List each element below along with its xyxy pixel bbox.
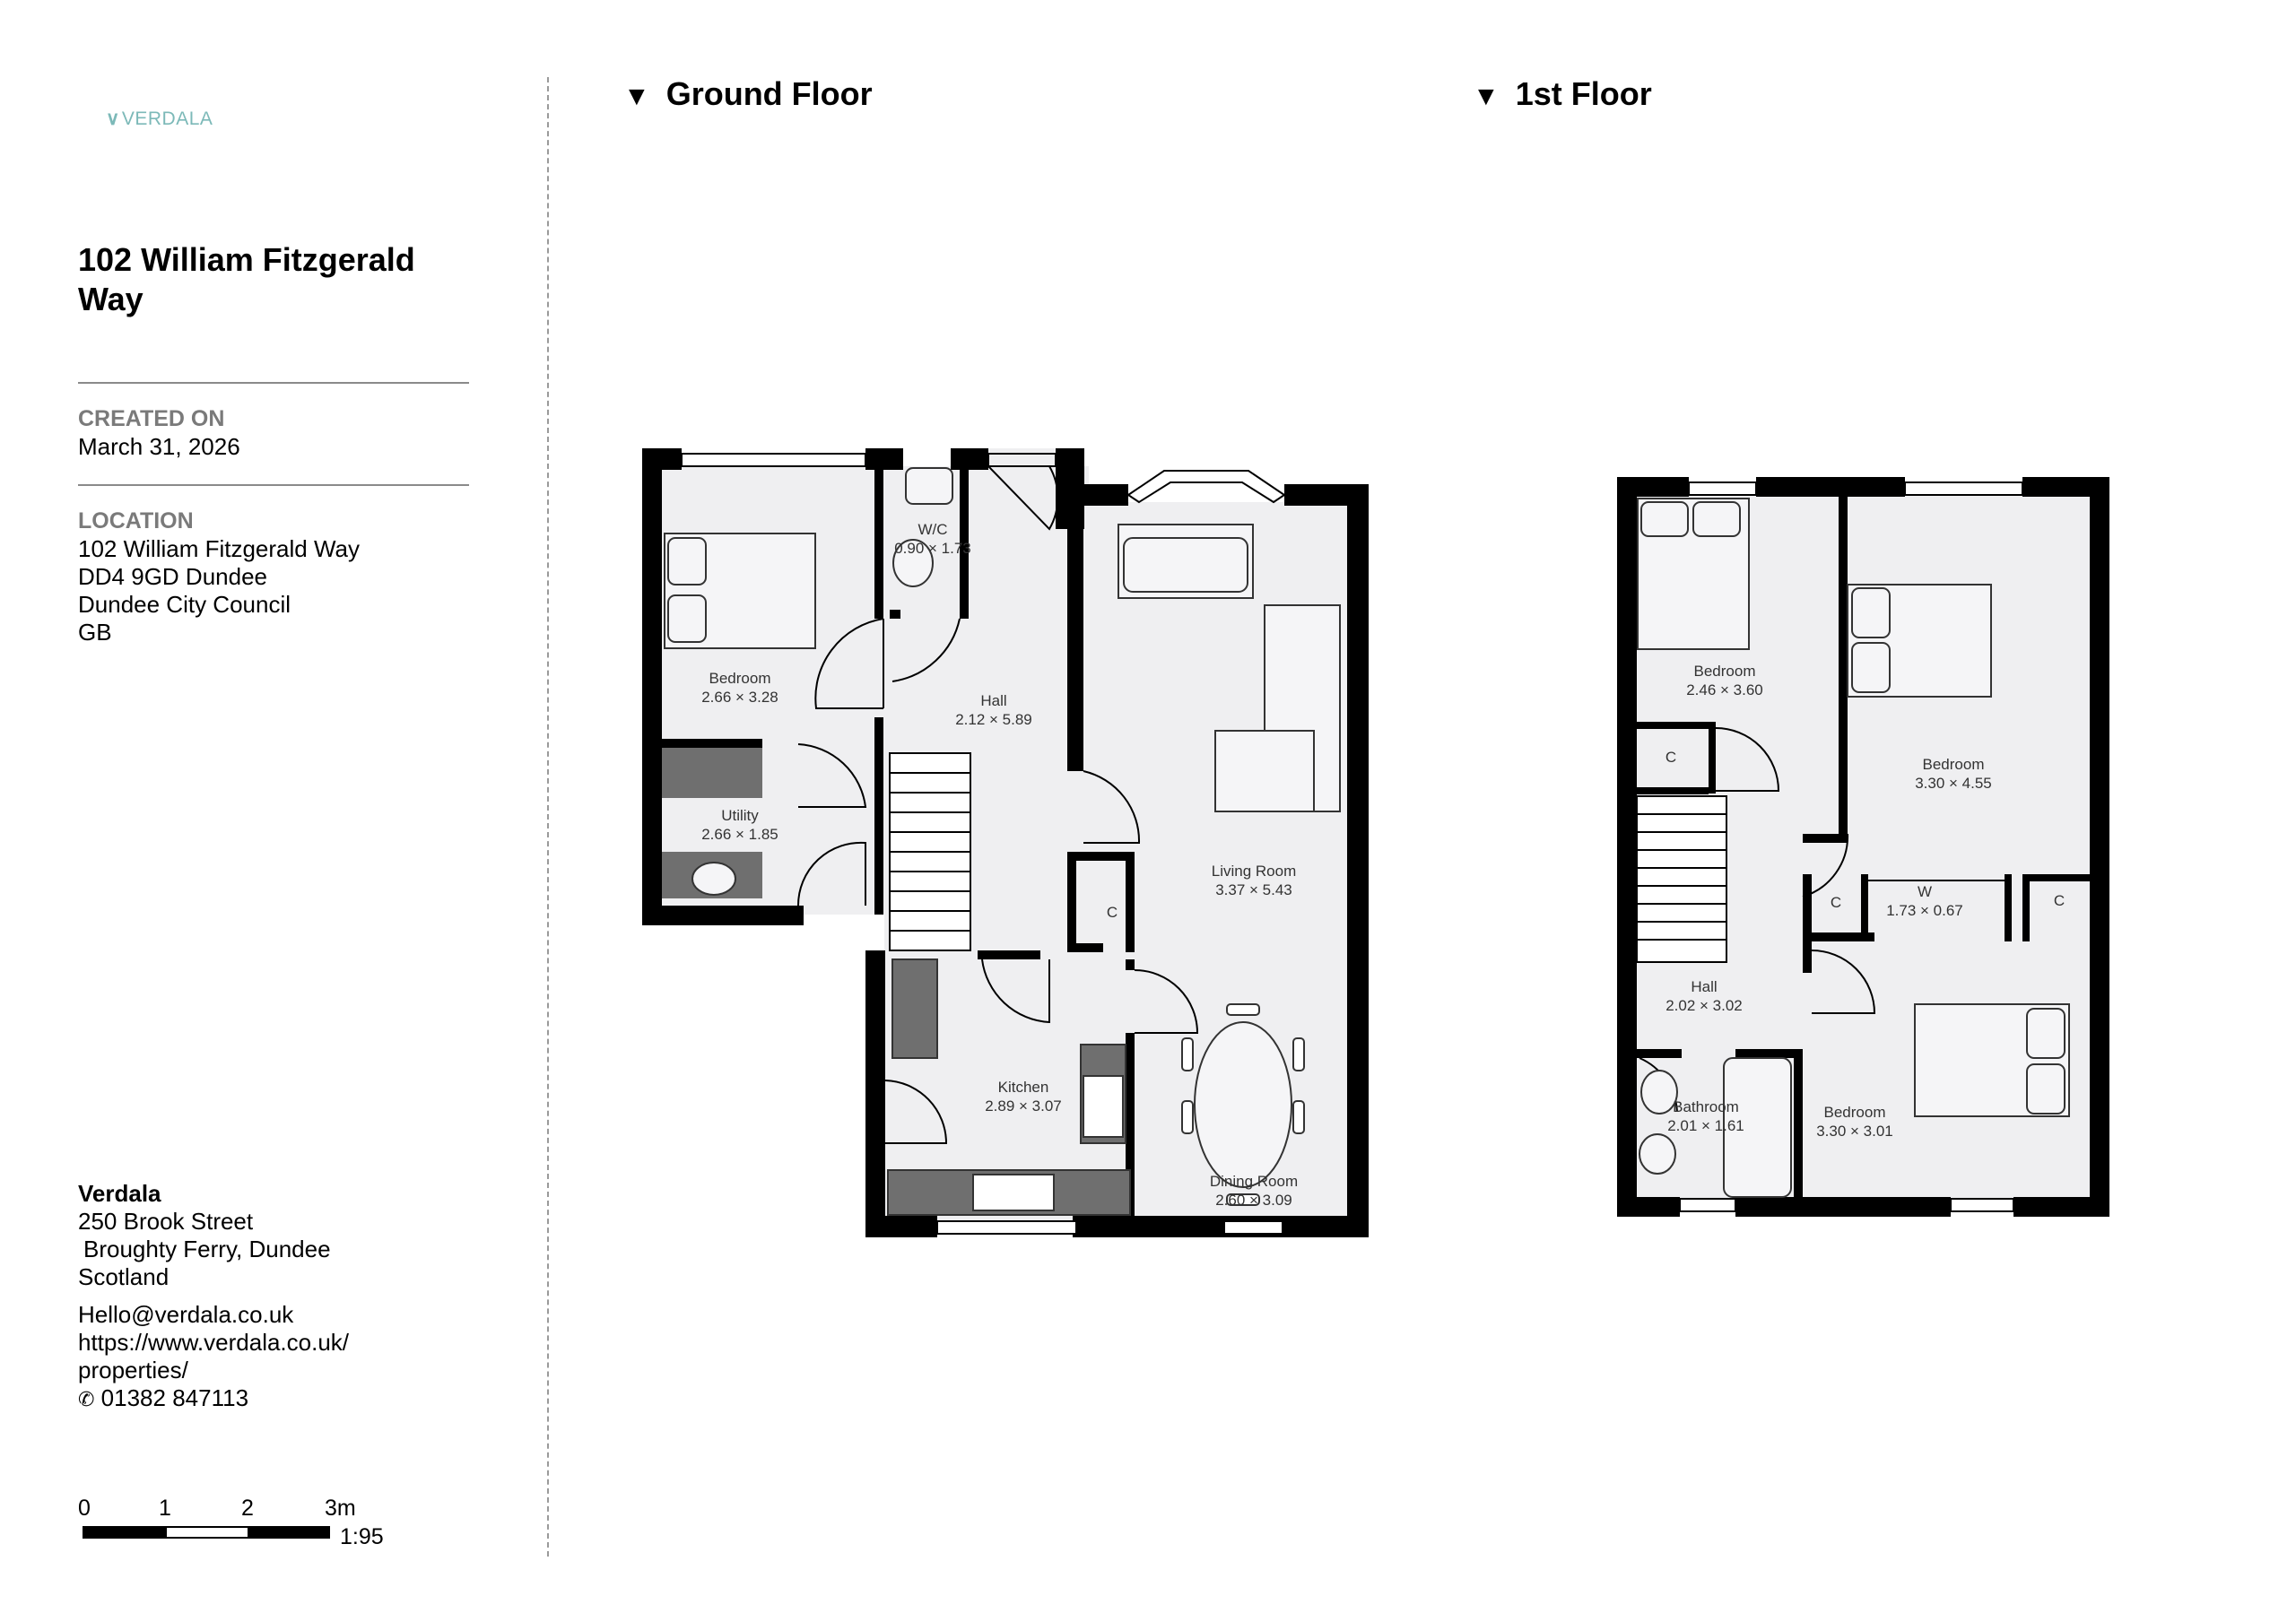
room-dims: 3.30 × 3.01 <box>1816 1123 1893 1140</box>
room-name: Hall <box>1691 978 1718 995</box>
created-label: CREATED ON <box>78 406 225 431</box>
scale-tick-label: 3m <box>325 1496 356 1521</box>
first-floor-plan <box>1605 466 2126 1228</box>
divider-rule <box>78 382 469 384</box>
room-dims: 1.73 × 0.67 <box>1886 902 1963 919</box>
logo-text: VERDALA <box>121 108 213 129</box>
room-name: Hall <box>980 692 1007 709</box>
scale-bar <box>78 1496 401 1549</box>
room-name: Bedroom <box>1693 663 1756 680</box>
scale-segment <box>83 1526 165 1539</box>
room-name: Living Room <box>1211 863 1297 880</box>
ground-floor-plan <box>628 439 1399 1255</box>
room-name: W/C <box>918 521 948 538</box>
agent-website[interactable]: https://www.verdala.co.uk/ <box>78 1329 350 1356</box>
phone-number: 01382 847113 <box>100 1384 249 1411</box>
room-name: Kitchen <box>997 1079 1049 1096</box>
room-name: C <box>1665 749 1677 766</box>
room-dims: 2.02 × 3.02 <box>1665 997 1743 1014</box>
room-name: W <box>1917 883 1933 900</box>
agent-email[interactable]: Hello@verdala.co.uk <box>78 1301 294 1328</box>
room-name: C <box>1830 894 1842 911</box>
logo-v-icon: ∨ <box>106 108 120 129</box>
floor-title-text: 1st Floor <box>1515 75 1652 112</box>
room-name: Utility <box>721 807 759 824</box>
agent-address-line: Scotland <box>78 1263 170 1290</box>
created-date: March 31, 2026 <box>78 433 240 460</box>
divider-rule <box>78 484 469 486</box>
room-name: Bathroom <box>1673 1098 1739 1115</box>
room-name: Dining Room <box>1209 1173 1299 1190</box>
room-dims: 2.66 × 3.28 <box>701 689 778 706</box>
room-dims: 3.30 × 4.55 <box>1915 775 1992 792</box>
room-dims: 3.37 × 5.43 <box>1215 881 1292 898</box>
scale-ratio: 1:95 <box>340 1524 384 1549</box>
address-line: 102 William Fitzgerald Way <box>78 535 361 562</box>
scale-segment <box>248 1526 330 1539</box>
agent-block <box>78 1180 349 1413</box>
agent-phone[interactable] <box>78 1384 349 1413</box>
location-address <box>78 535 360 646</box>
room-name: Bedroom <box>1823 1104 1886 1121</box>
address-line: Dundee City Council <box>78 591 291 618</box>
brand-logo <box>106 108 213 130</box>
scale-tick-label: 2 <box>241 1496 254 1521</box>
floor-title-text: Ground Floor <box>665 75 873 112</box>
property-title: 102 William Fitzgerald Way <box>78 241 415 317</box>
location-label: LOCATION <box>78 508 194 533</box>
room-dims: 2.89 × 3.07 <box>985 1097 1062 1115</box>
room-dims: 2.01 × 1.61 <box>1667 1117 1744 1134</box>
scale-tick-label: 1 <box>159 1496 171 1521</box>
room-name: Bedroom <box>1922 756 1985 773</box>
address-line: GB <box>78 619 112 646</box>
room-dims: 2.66 × 1.85 <box>701 826 778 843</box>
scale-tick-label: 0 <box>78 1496 91 1521</box>
agent-website[interactable]: properties/ <box>78 1357 188 1383</box>
sidebar-divider <box>547 77 549 1557</box>
ground-floor-title <box>623 75 873 113</box>
phone-icon: ✆ <box>78 1388 95 1410</box>
first-floor-title <box>1473 75 1652 113</box>
room-name: C <box>1106 904 1118 921</box>
room-name: C <box>2053 892 2066 909</box>
agent-address-line: Broughty Ferry, Dundee <box>83 1236 331 1262</box>
address-line: DD4 9GD Dundee <box>78 563 267 590</box>
room-dims: 0.90 × 1.73 <box>894 540 971 557</box>
agent-name: Verdala <box>78 1180 161 1207</box>
staircase <box>1637 796 1726 962</box>
scale-segment <box>165 1526 249 1539</box>
room-dims: 2.60 × 3.09 <box>1215 1192 1292 1209</box>
agent-address-line: 250 Brook Street <box>78 1208 254 1235</box>
staircase <box>890 753 970 950</box>
triangle-down-icon: ▼ <box>1473 82 1500 111</box>
room-dims: 2.12 × 5.89 <box>955 711 1032 728</box>
triangle-down-icon: ▼ <box>623 82 650 111</box>
room-name: Bedroom <box>709 670 771 687</box>
room-dims: 2.46 × 3.60 <box>1686 681 1763 698</box>
